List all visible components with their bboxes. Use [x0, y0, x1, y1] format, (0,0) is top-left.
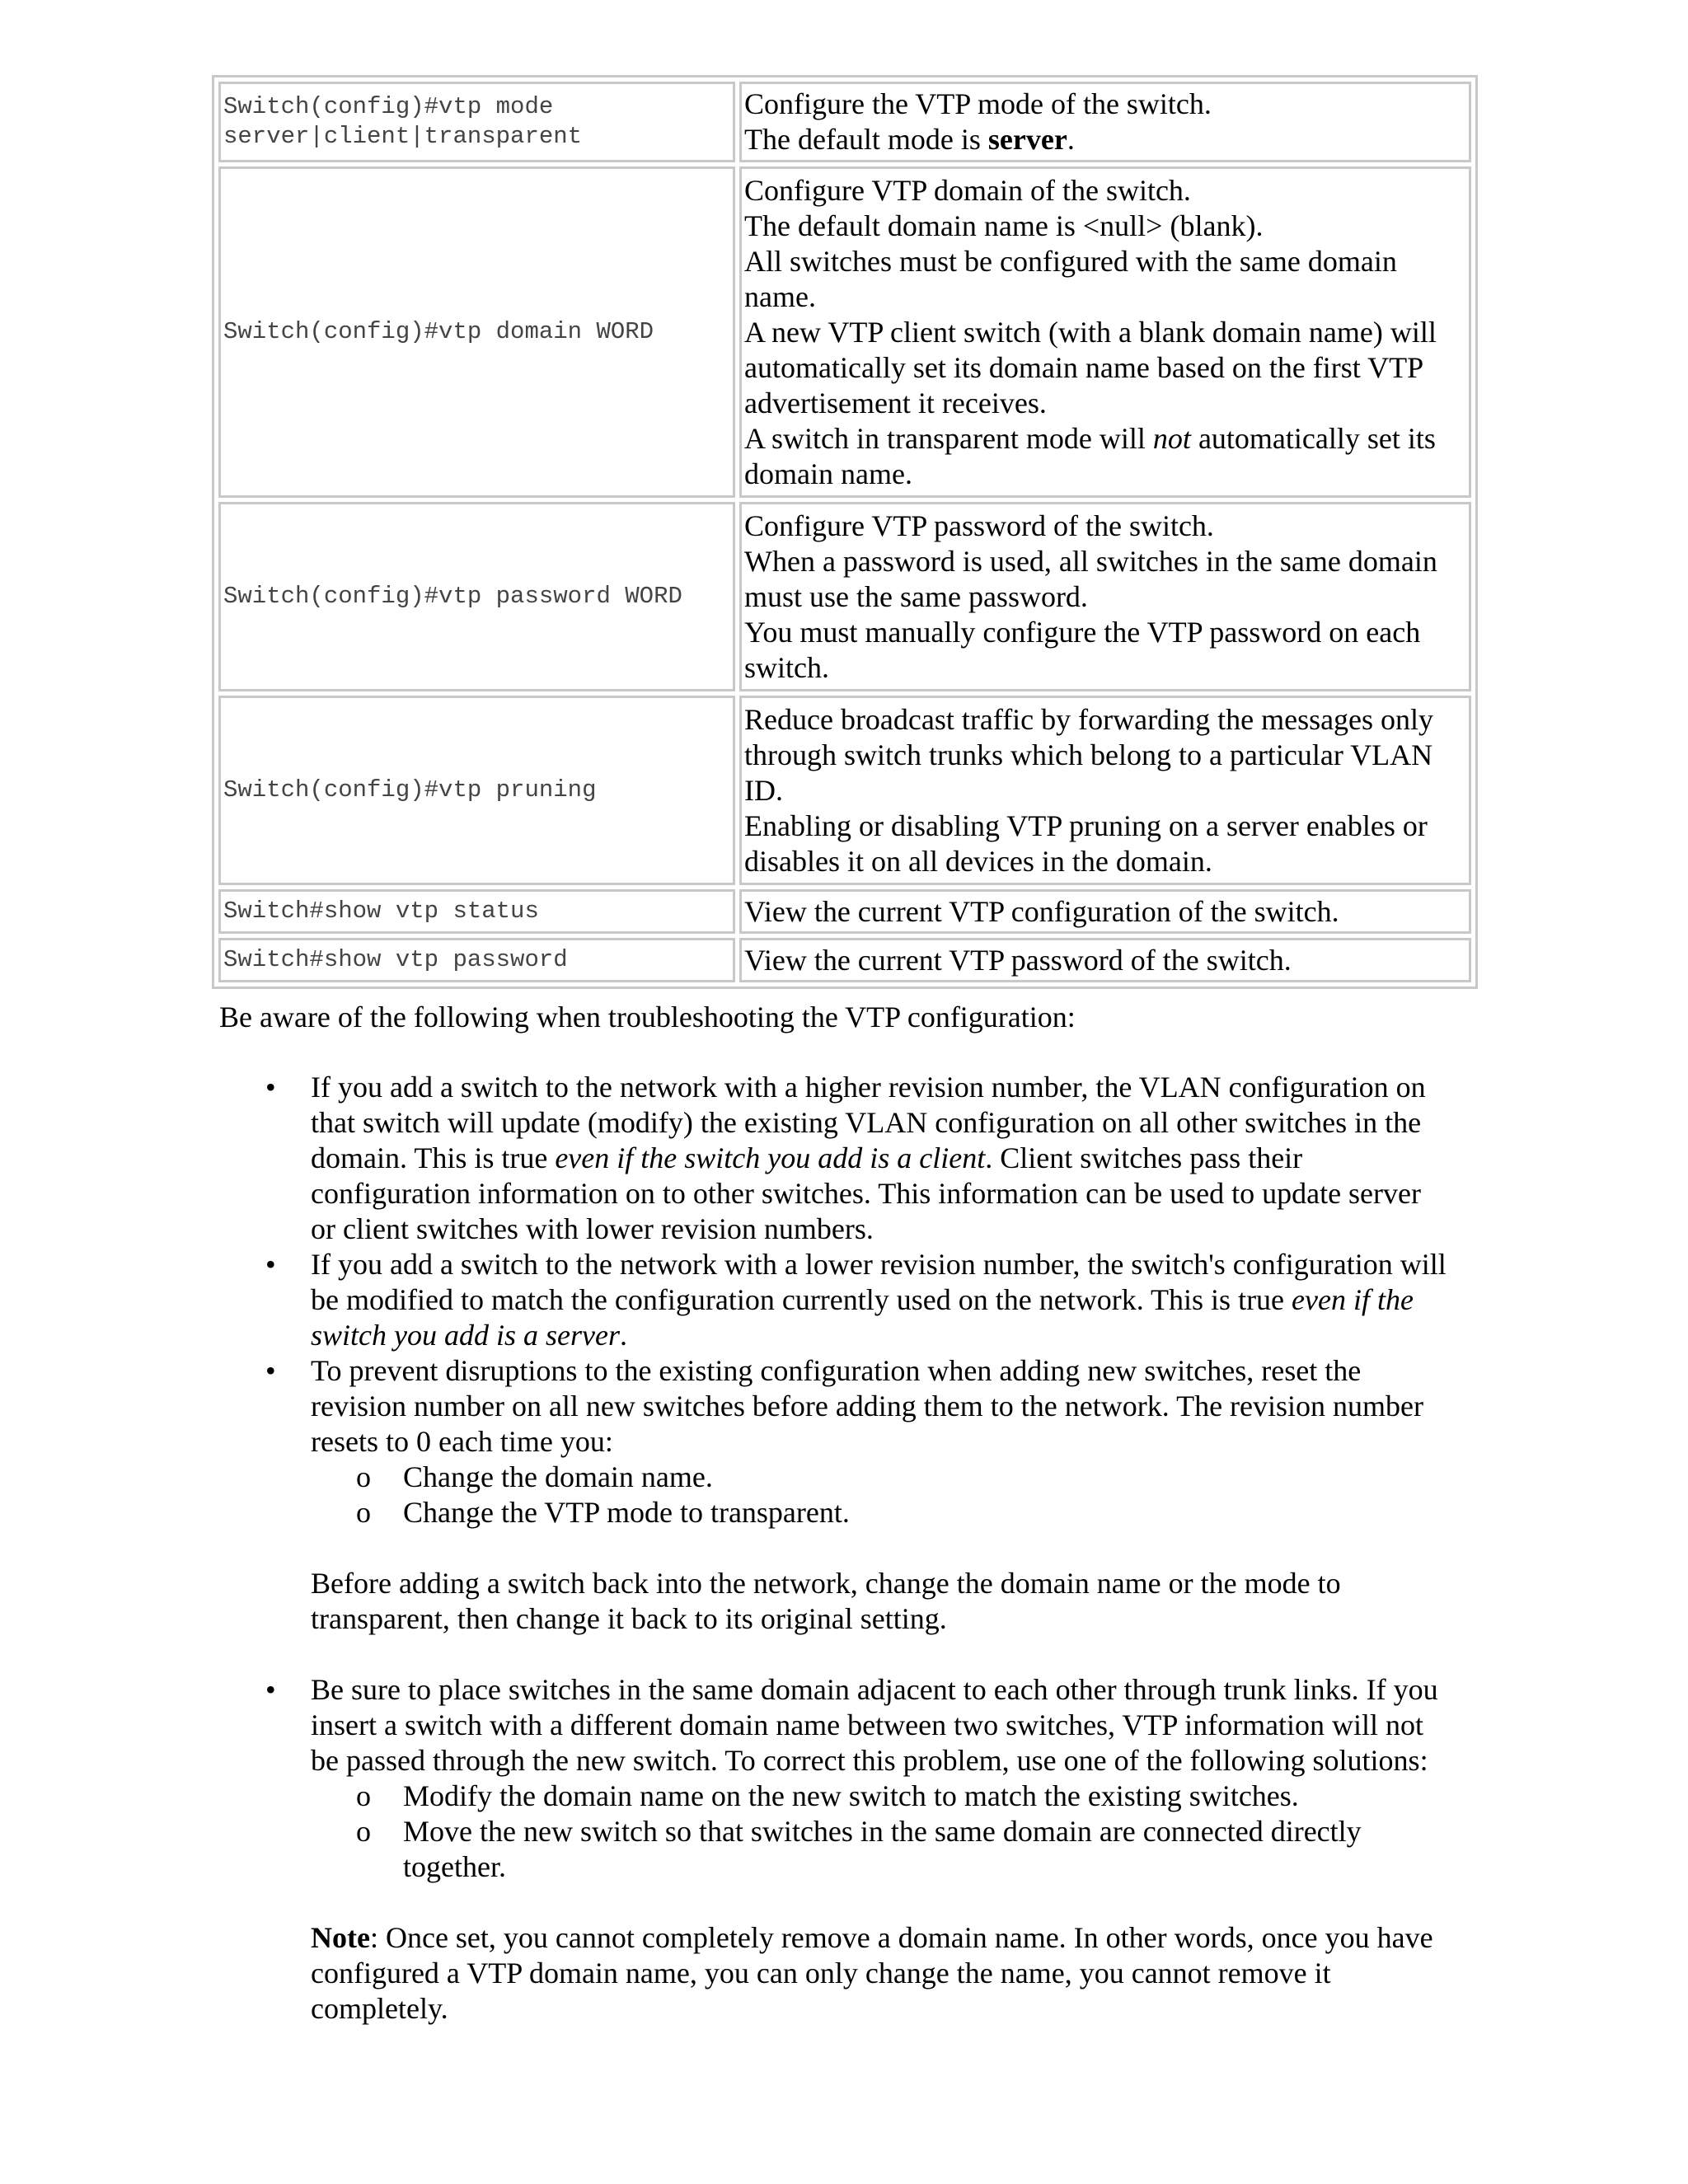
description-line: The default mode is server. — [744, 123, 1075, 156]
description-line: A switch in transparent mode will not automatically set its domain name. — [744, 421, 1436, 490]
sub-list-item: o Modify the domain name on the new switch to match the existing switches. — [356, 1779, 1299, 1812]
description-line: Configure VTP domain of the switch. — [744, 173, 1191, 207]
command-cell: Switch(config)#vtp pruning — [218, 696, 735, 885]
vtp-command-table — [212, 75, 1478, 989]
troubleshooting-list — [0, 1070, 1688, 2027]
table-row — [218, 166, 1471, 498]
bullet-icon: • — [265, 1071, 276, 1104]
description-cell — [739, 889, 1471, 934]
description-cell — [739, 938, 1471, 982]
sub-list-item: o Change the domain name. — [356, 1460, 713, 1493]
list-item: • To prevent disruptions to the existing configuration when adding new switches, reset the revision number on all new switches before adding them to the network. The revision number resets to 0 each time you: — [265, 1354, 1423, 1458]
description-line: Configure VTP password of the switch. — [744, 509, 1214, 542]
table-row — [218, 696, 1471, 885]
description-cell — [739, 166, 1471, 498]
circle-bullet-icon: o — [356, 1496, 371, 1529]
description-line: Reduce broadcast traffic by forwarding the messages only through switch trunks which belong to a particular VLAN ID. — [744, 702, 1434, 807]
list-item: • If you add a switch to the network with a lower revision number, the switch's configuration will be modified to match the configuration currently used on the network. This is true even if the switch you add is a server. — [265, 1248, 1447, 1352]
description-cell — [739, 502, 1471, 691]
description-line: View the current VTP password of the switch. — [744, 943, 1292, 977]
bullet-icon: • — [265, 1248, 276, 1281]
bullet-icon: • — [265, 1673, 276, 1706]
troubleshooting-intro: Be aware of the following when troubleshooting the VTP configuration: — [219, 1001, 1076, 1033]
default-mode-value: server — [987, 123, 1067, 156]
table-row — [218, 938, 1471, 982]
table-row — [218, 889, 1471, 934]
list-item: • If you add a switch to the network with a higher revision number, the VLAN configuration on that switch will update (modify) the existing VLAN configuration on all other switches in the domain. This is true even if the switch you add is a client. Client switches pass their configuration information on to other switches. This information can be used to update server or client switches with lower revision numbers. — [265, 1071, 1426, 1245]
command-cell: Switch#show vtp status — [218, 889, 735, 934]
note-paragraph: Note: Once set, you cannot completely remove a domain name. In other words, once you have configured a VTP domain name, you can only change the name, you cannot remove it completely. — [311, 1921, 1433, 2025]
sub-list-item: o Change the VTP mode to transparent. — [356, 1496, 850, 1529]
table-row — [218, 82, 1471, 162]
description-line: A new VTP client switch (with a blank domain name) will automatically set its domain name based on the first VTP advertisement it receives. — [744, 315, 1437, 419]
description-line: View the current VTP configuration of the switch. — [744, 894, 1339, 928]
circle-bullet-icon: o — [356, 1460, 371, 1493]
command-cell: Switch(config)#vtp mode server|client|transparent — [218, 82, 735, 162]
list-item: • Be sure to place switches in the same domain adjacent to each other through trunk links. If you insert a switch with a different domain name between two switches, VTP information will not be passed through the new switch. To correct this problem, use one of the following solutions: — [265, 1673, 1438, 1777]
command-cell: Switch#show vtp password — [218, 938, 735, 982]
description-line: Enabling or disabling VTP pruning on a server enables or disables it on all devices in the domain. — [744, 808, 1428, 878]
command-cell: Switch(config)#vtp password WORD — [218, 502, 735, 691]
description-line: When a password is used, all switches in the same domain must use the same password. — [744, 544, 1437, 613]
circle-bullet-icon: o — [356, 1815, 371, 1848]
table-row — [218, 502, 1471, 691]
description-line: You must manually configure the VTP password on each switch. — [744, 615, 1421, 684]
description-line: Configure the VTP mode of the switch. — [744, 87, 1212, 120]
bullet-icon: • — [265, 1354, 276, 1387]
command-cell: Switch(config)#vtp domain WORD — [218, 166, 735, 498]
description-line: The default domain name is <null> (blank). — [744, 209, 1264, 242]
description-cell — [739, 696, 1471, 885]
circle-bullet-icon: o — [356, 1779, 371, 1812]
note-label: Note — [311, 1921, 370, 1954]
description-line: All switches must be configured with the same domain name. — [744, 244, 1397, 313]
description-cell — [739, 82, 1471, 162]
sub-list-item: o Move the new switch so that switches in the same domain are connected directly together. — [356, 1815, 1362, 1883]
followup-paragraph: Before adding a switch back into the network, change the domain name or the mode to transparent, then change it back to its original setting. — [311, 1567, 1341, 1635]
